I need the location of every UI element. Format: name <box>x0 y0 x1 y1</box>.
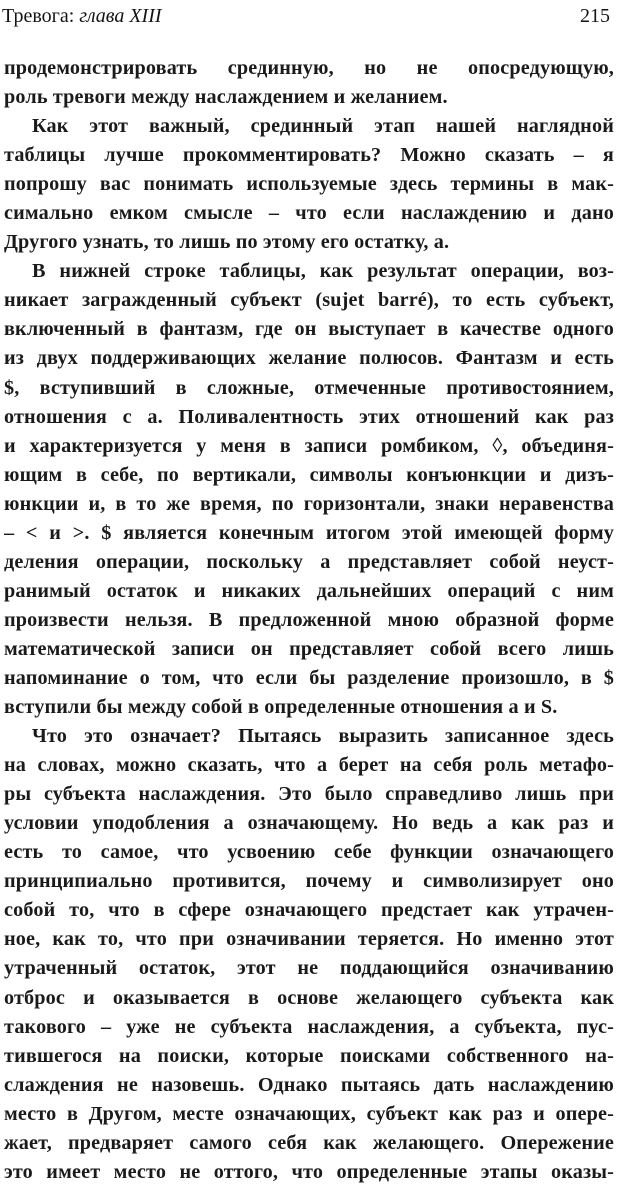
text-line: и характеризуется у меня в записи ромбиком, ◊, объединя- <box>4 434 614 457</box>
text-line: В нижней строке таблицы, как результат операции, воз- <box>32 260 614 283</box>
text-line: Как этот важный, срединный этап нашей наглядной <box>32 115 614 138</box>
text-line: это имеет место не оттого, что определенные этапы оказы- <box>4 1160 614 1183</box>
text-line: тившегося на поиски, которые поисками собственного на- <box>4 1044 614 1067</box>
text-line: слаждения не назовешь. Однако пытаясь дать наслаждению <box>4 1073 614 1096</box>
text-line: ранимый остаток и никаких дальнейших операций с ним <box>4 579 614 602</box>
running-title-main: Тревога: <box>2 5 80 27</box>
text-line: условии уподобления a означающему. Но ведь a как раз и <box>4 812 614 835</box>
text-line: место в Другом, месте означающих, субъект как раз и опере- <box>4 1102 614 1125</box>
text-line: ры субъекта наслаждения. Это было справедливо лишь при <box>4 783 614 806</box>
text-line: произвести нельзя. В предложенной мною образной форме <box>4 608 614 631</box>
text-line: жает, предваряет самого себя как желающего. Опережение <box>4 1131 614 1154</box>
running-title-chapter: глава XIII <box>79 5 162 27</box>
text-line: принципиально противится, почему и символизирует оно <box>4 870 614 893</box>
text-line: отношения с a. Поливалентность этих отношений как раз <box>4 405 614 428</box>
text-line: вступили бы между собой в определенные отношения a и S. <box>4 696 558 719</box>
text-line: $, вступивший в сложные, отмеченные противостоянием, <box>4 376 614 399</box>
text-line: продемонстрировать срединную, но не опосредующую, <box>4 57 614 79</box>
text-line: попрошу вас понимать используемые здесь термины в мак- <box>4 173 614 196</box>
text-line: есть то самое, что усвоению себе функции означающего <box>4 841 614 864</box>
text-line: Что это означает? Пытаясь выразить записанное здесь <box>32 725 614 748</box>
running-title <box>2 2 162 30</box>
text-line: деления операции, поскольку a представляет собой неуст- <box>4 550 614 573</box>
text-line: роль тревоги между наслаждением и желанием. <box>4 86 448 109</box>
text-line: Другого узнать, то лишь по этому его остатку, a. <box>4 231 450 254</box>
text-line: никает загражденный субъект (sujet barré), то есть субъект, <box>4 289 614 312</box>
text-line: таблицы лучше прокомментировать? Можно сказать – я <box>4 144 614 167</box>
page-number: 215 <box>580 5 610 27</box>
text-line: отброс и оказывается в основе желающего субъекта как <box>4 986 614 1009</box>
body-text <box>4 54 614 1187</box>
text-line: математической записи он представляет собой всего лишь <box>4 637 614 660</box>
text-line: утраченный остаток, этот не поддающийся означиванию <box>4 957 614 980</box>
text-line: юнкции и, в то же время, по горизонтали, знаки неравенства <box>4 492 614 515</box>
text-line: ющим в себе, по вертикали, символы конъюнкции и дизъ- <box>4 463 614 486</box>
text-line: симально емком смысле – что если наслаждению и дано <box>4 202 614 225</box>
text-line: – < и >. $ является конечным итогом этой имеющей форму <box>4 521 614 544</box>
text-line: собой то, что в сфере означающего предстает как утрачен- <box>4 899 614 922</box>
text-line: из двух поддерживающих желание полюсов. Фантазм и есть <box>4 347 614 370</box>
text-line: такового – уже не субъекта наслаждения, а субъекта, пус- <box>4 1015 614 1038</box>
text-line: напоминание о том, что если бы разделение произошло, в $ <box>4 666 614 689</box>
text-line: включенный в фантазм, где он выступает в качестве одного <box>4 318 614 341</box>
text-line: на словах, можно сказать, что a берет на себя роль метафо- <box>4 754 614 777</box>
running-header <box>0 2 620 32</box>
text-line: ное, как то, что при означивании теряется. Но именно этот <box>4 928 614 951</box>
